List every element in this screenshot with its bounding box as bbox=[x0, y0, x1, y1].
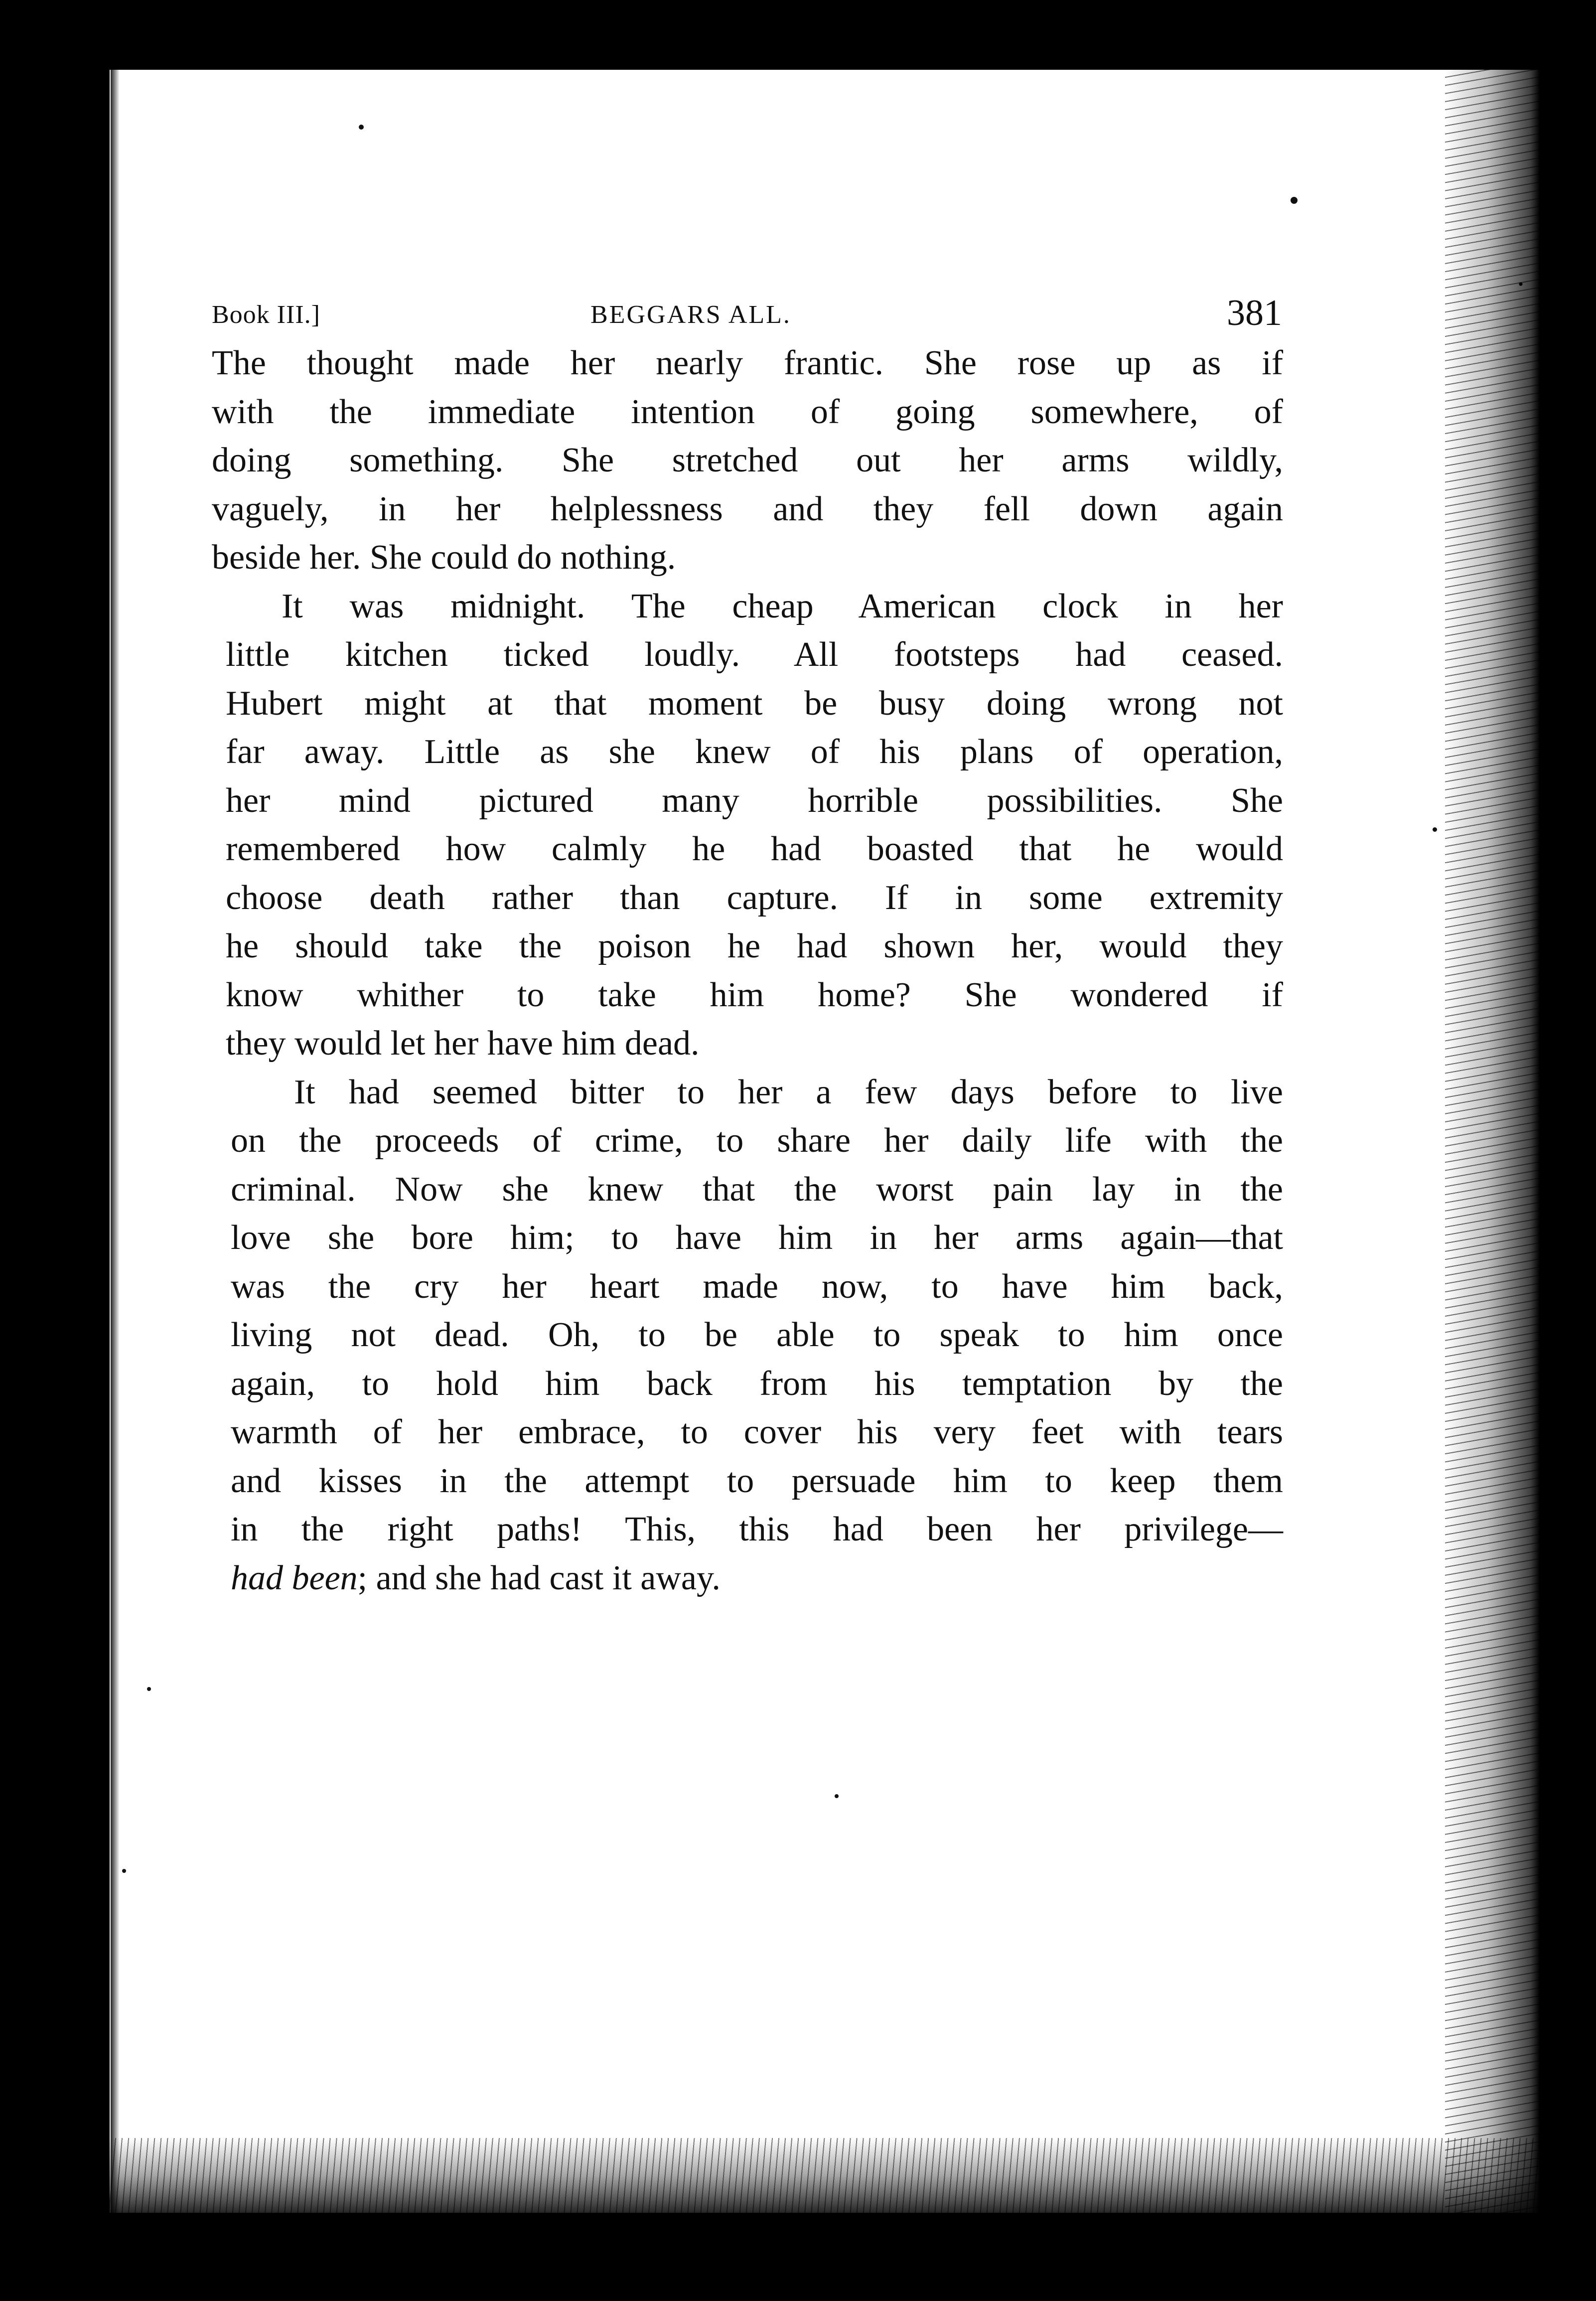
text-line: little kitchen ticked loudly. All footsteps had ceased. bbox=[226, 635, 1283, 674]
paragraph-1 bbox=[212, 339, 1283, 582]
running-head-title: BEGGARS ALL. bbox=[590, 301, 791, 329]
scan-speck bbox=[1433, 827, 1437, 832]
text-line: again, to hold him back from his temptation by the bbox=[231, 1364, 1283, 1403]
text-line: doing something. She stretched out her arms wildly, bbox=[212, 441, 1283, 479]
text-line: Hubert might at that moment be busy doing wrong not bbox=[226, 684, 1283, 723]
text-line: far away. Little as she knew of his plans of operation, bbox=[226, 733, 1283, 771]
scan-speck bbox=[835, 1794, 839, 1798]
text-line: and kisses in the attempt to persuade him to keep them bbox=[231, 1461, 1283, 1500]
running-head bbox=[212, 294, 1283, 339]
text-line: remembered how calmly he had boasted that he would bbox=[226, 830, 1283, 868]
running-head-book: Book III.] bbox=[212, 301, 320, 329]
text-line: on the proceeds of crime, to share her daily life with the bbox=[231, 1121, 1283, 1160]
scan-speck bbox=[1291, 197, 1298, 204]
text-line: vaguely, in her helplessness and they fell down again bbox=[212, 489, 1283, 528]
text-line: her mind pictured many horrible possibilities. She bbox=[226, 781, 1283, 820]
paragraph-3 bbox=[212, 1068, 1283, 1603]
text-line: living not dead. Oh, to be able to speak to him once bbox=[231, 1316, 1283, 1354]
text-line: beside her. She could do nothing. bbox=[212, 538, 676, 577]
text-line: criminal. Now she knew that the worst pain lay in the bbox=[231, 1170, 1283, 1209]
text-line: in the right paths! This, this had been her privilege— bbox=[231, 1510, 1283, 1548]
italic-phrase: had been bbox=[231, 1558, 358, 1597]
final-line-rest: ; and she had cast it away. bbox=[357, 1558, 721, 1597]
text-line: know whither to take him home? She wondered if bbox=[226, 975, 1283, 1014]
text-line: The thought made her nearly frantic. She rose up as if bbox=[212, 344, 1283, 382]
text-line: he should take the poison he had shown her, would they bbox=[226, 927, 1283, 965]
text-line: warmth of her embrace, to cover his very feet with tears bbox=[231, 1413, 1283, 1451]
text-line: It had seemed bitter to her a few days before to live bbox=[294, 1073, 1283, 1111]
scan-speck bbox=[359, 125, 364, 130]
page-text-block bbox=[212, 294, 1283, 1602]
right-edge-scan-noise bbox=[1445, 70, 1540, 2213]
text-line: they would let her have him dead. bbox=[226, 1024, 700, 1063]
text-line: It was midnight. The cheap American clock in her bbox=[282, 587, 1283, 625]
gutter-edge bbox=[111, 70, 120, 2213]
paragraph-2 bbox=[212, 582, 1283, 1068]
scan-speck bbox=[147, 1687, 151, 1691]
text-line: was the cry her heart made now, to have him back, bbox=[231, 1267, 1283, 1306]
text-line: choose death rather than capture. If in some extremity bbox=[226, 878, 1283, 917]
text-line-final bbox=[212, 1554, 1283, 1603]
text-line: with the immediate intention of going somewhere, of bbox=[212, 392, 1283, 431]
scan-speck bbox=[122, 1869, 126, 1873]
bottom-edge-scan-noise bbox=[110, 2138, 1540, 2213]
book-binding-shadow bbox=[75, 65, 111, 2223]
page-number: 381 bbox=[1227, 293, 1282, 333]
text-line: love she bore him; to have him in her arms again—that bbox=[231, 1219, 1283, 1257]
